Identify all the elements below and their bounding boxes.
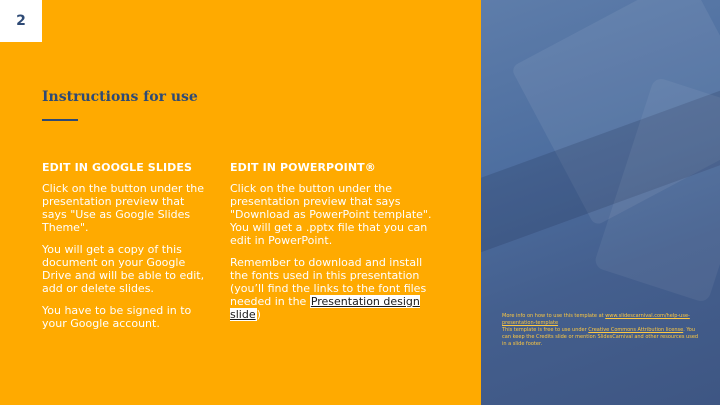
footer-line-1: More info on how to use this template at [502,313,606,319]
google-paragraph-1: Click on the button under the presentation preview that says "Use as Google Slides Theme". [42,182,204,234]
google-slides-heading: EDIT IN GOOGLE SLIDES [42,161,193,174]
slide-title: Instructions for use [42,89,198,105]
powerpoint-paragraph-2-end: ) [256,308,261,321]
title-underline [42,119,78,121]
google-paragraph-3: You have to be signed in to your Google account. [42,304,192,330]
footer-line-2: This template is free to use under [502,327,589,333]
powerpoint-paragraph-2 [230,256,440,321]
presentation-design-slide-link[interactable]: Presentation design slide [230,295,420,321]
creative-commons-link[interactable]: Creative Commons Attribution license [588,327,684,333]
powerpoint-paragraph-2-text: Remember to download and install the fonts used in this presentation (you’ll find the links to the font files needed in the [230,256,427,308]
google-paragraph-2: You will get a copy of this document on your Google Drive and will be able to edit, add or delete slides. [42,243,205,295]
slide-number: 2 [0,0,42,42]
powerpoint-heading: EDIT IN POWERPOINT® [230,161,376,174]
powerpoint-column [230,161,440,330]
footer-line-3: . You can keep the Credits slide or mention SlidesCarnival and other resources used in a slide footer. [502,327,699,347]
slidescarnival-help-link[interactable]: www.slidescarnival.com/help-use-presentation-template [502,313,690,326]
powerpoint-paragraph-1: Click on the button under the presentation preview that says "Download as PowerPoint template". You will get a .pptx file that you can edit in PowerPoint. [230,182,432,247]
footer-note [502,313,702,348]
google-slides-column [42,161,212,339]
